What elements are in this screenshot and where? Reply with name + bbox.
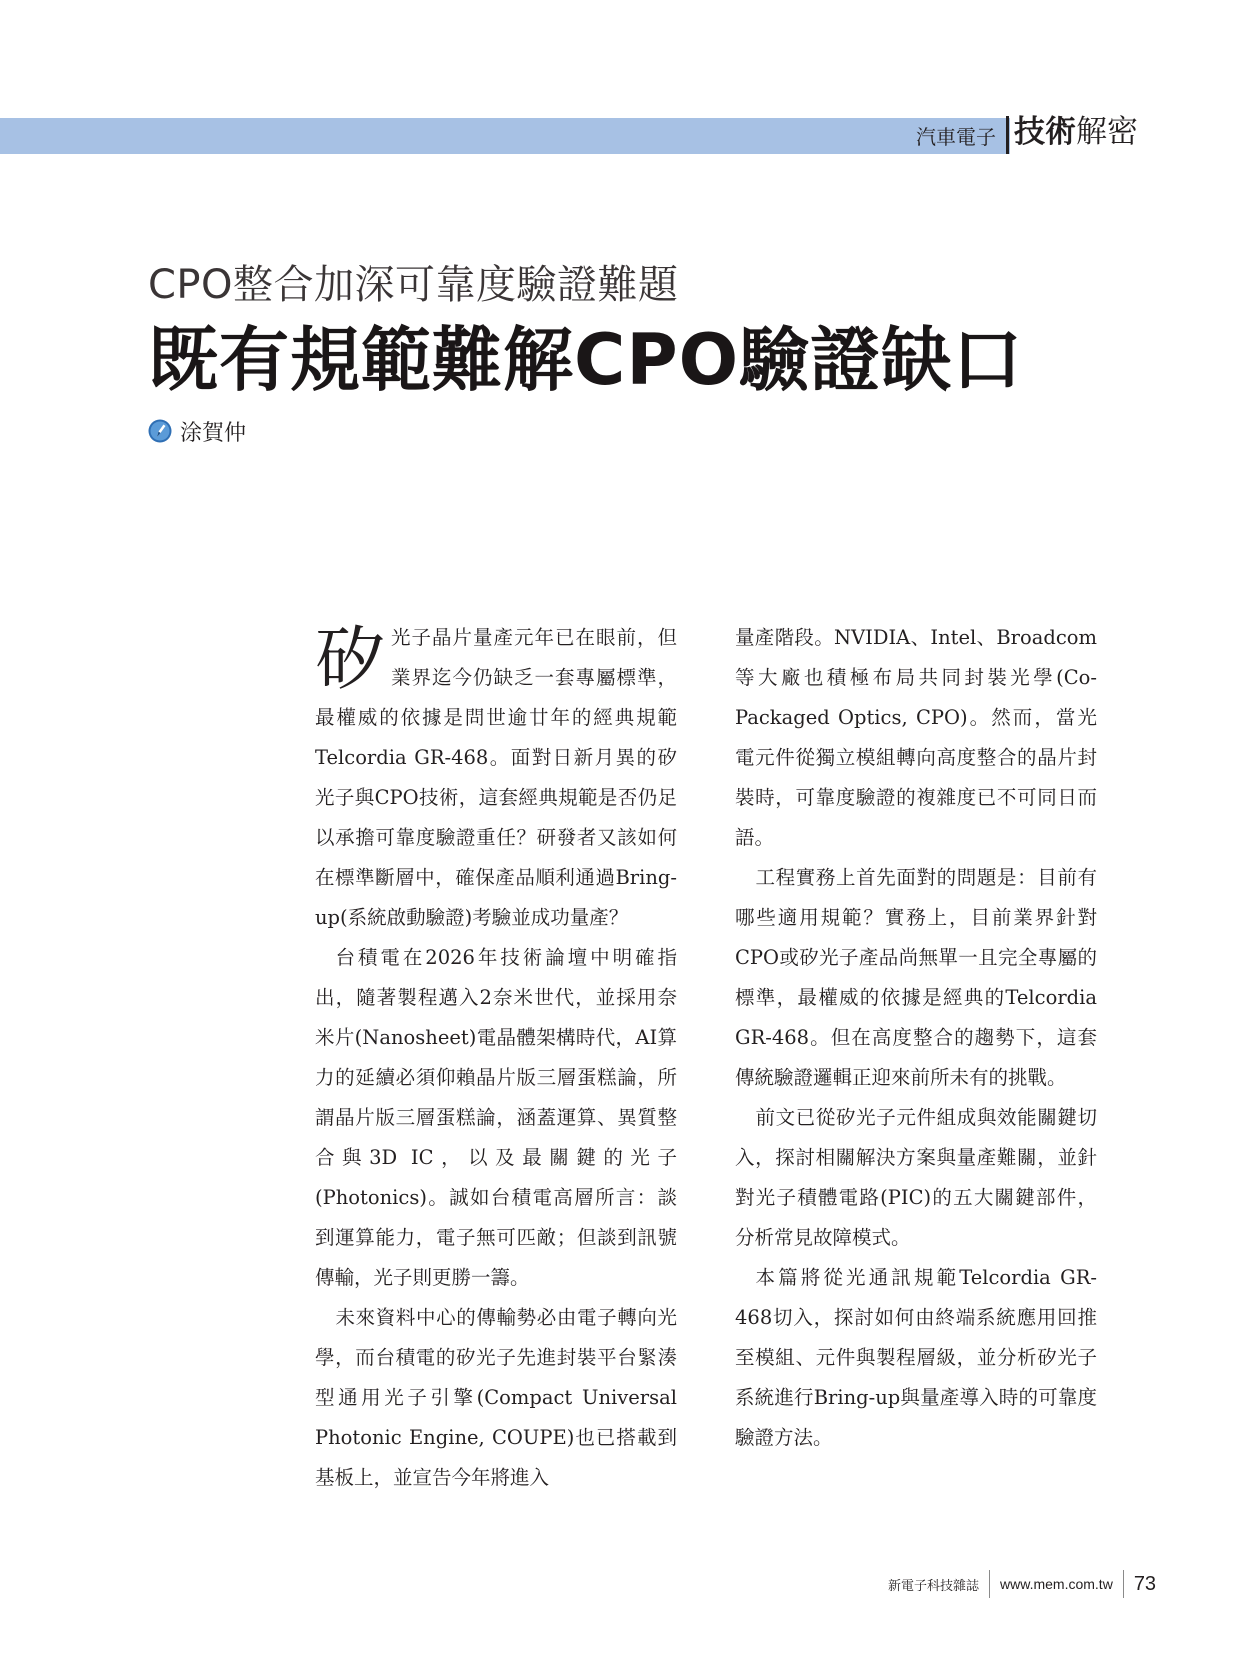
paragraph: 未來資料中心的傳輸勢必由電子轉向光學，而台積電的矽光子先進封裝平台緊湊型通用光子引擎(Compact Universal Photonic Engine, COUPE)也已搭載到基板上，並宣告今年將進入: [315, 1306, 677, 1489]
column-title-light: 解密: [1076, 114, 1138, 150]
page-footer: [888, 1568, 1156, 1600]
paragraph: [315, 618, 677, 938]
paragraph: 工程實務上首先面對的問題是：目前有哪些適用規範？實務上，目前業界針對CPO或矽光子產品尚無單一且完全專屬的標準，最權威的依據是經典的Telcordia GR-468。但在高度整合的趨勢下，這套傳統驗證邏輯正迎來前所未有的挑戰。: [735, 866, 1097, 1089]
header-band: [0, 118, 1010, 154]
paragraph: 台積電在2026年技術論壇中明確指出，隨著製程邁入2奈米世代，並採用奈米片(Nanosheet)電晶體架構時代，AI算力的延續必須仰賴晶片版三層蛋糕論，所謂晶片版三層蛋糕論，涵蓋運算、異質整合與3D IC，以及最關鍵的光子(Photonics)。誠如台積電高層所言：談到運算能力，電子無可匹敵；但談到訊號傳輸，光子則更勝一籌。: [315, 946, 677, 1289]
pen-icon: [148, 419, 172, 443]
body-column-left: [315, 618, 677, 1498]
drop-cap: 矽: [315, 618, 385, 700]
magazine-url[interactable]: www.mem.com.tw: [1000, 1576, 1113, 1592]
byline: [148, 416, 246, 446]
paragraph: 前文已從矽光子元件組成與效能關鍵切入，探討相關解決方案與量產難關，並針對光子積體電路(PIC)的五大關鍵部件，分析常見故障模式。: [735, 1106, 1097, 1249]
footer-divider: [989, 1570, 990, 1598]
article-kicker: CPO整合加深可靠度驗證難題: [148, 262, 679, 308]
body-column-right: [735, 618, 1097, 1458]
page-number: 73: [1133, 1572, 1157, 1595]
author-name: 涂賀仲: [180, 420, 247, 446]
footer-divider: [1123, 1570, 1124, 1598]
paragraph: 本篇將從光通訊規範Telcordia GR-468切入，探討如何由終端系統應用回推至模組、元件與製程層級，並分析矽光子系統進行Bring-up與量產導入時的可靠度驗證方法。: [735, 1266, 1097, 1449]
article-headline: 既有規範難解CPO驗證缺口: [148, 319, 1024, 401]
column-title: [1014, 112, 1138, 152]
paragraph: 量產階段。NVIDIA、Intel、Broadcom等大廠也積極布局共同封裝光學(Co-Packaged Optics, CPO)。然而，當光電元件從獨立模組轉向高度整合的晶片封裝時，可靠度驗證的複雜度已不可同日而語。: [735, 626, 1097, 849]
magazine-name: 新電子科技雜誌: [888, 1578, 980, 1594]
section-label: 汽車電子: [916, 125, 996, 149]
paragraph-text: 光子晶片量產元年已在眼前，但業界迄今仍缺乏一套專屬標準，最權威的依據是問世逾廿年的經典規範Telcordia GR-468。面對日新月異的矽光子與CPO技術，這套經典規範是否仍足以承擔可靠度驗證重任？研發者又該如何在標準斷層中，確保產品順利通過Bring-up(系統啟動驗證)考驗並成功量產？: [315, 626, 677, 929]
header-divider: [1006, 116, 1009, 154]
column-title-bold: 技術: [1014, 114, 1076, 150]
